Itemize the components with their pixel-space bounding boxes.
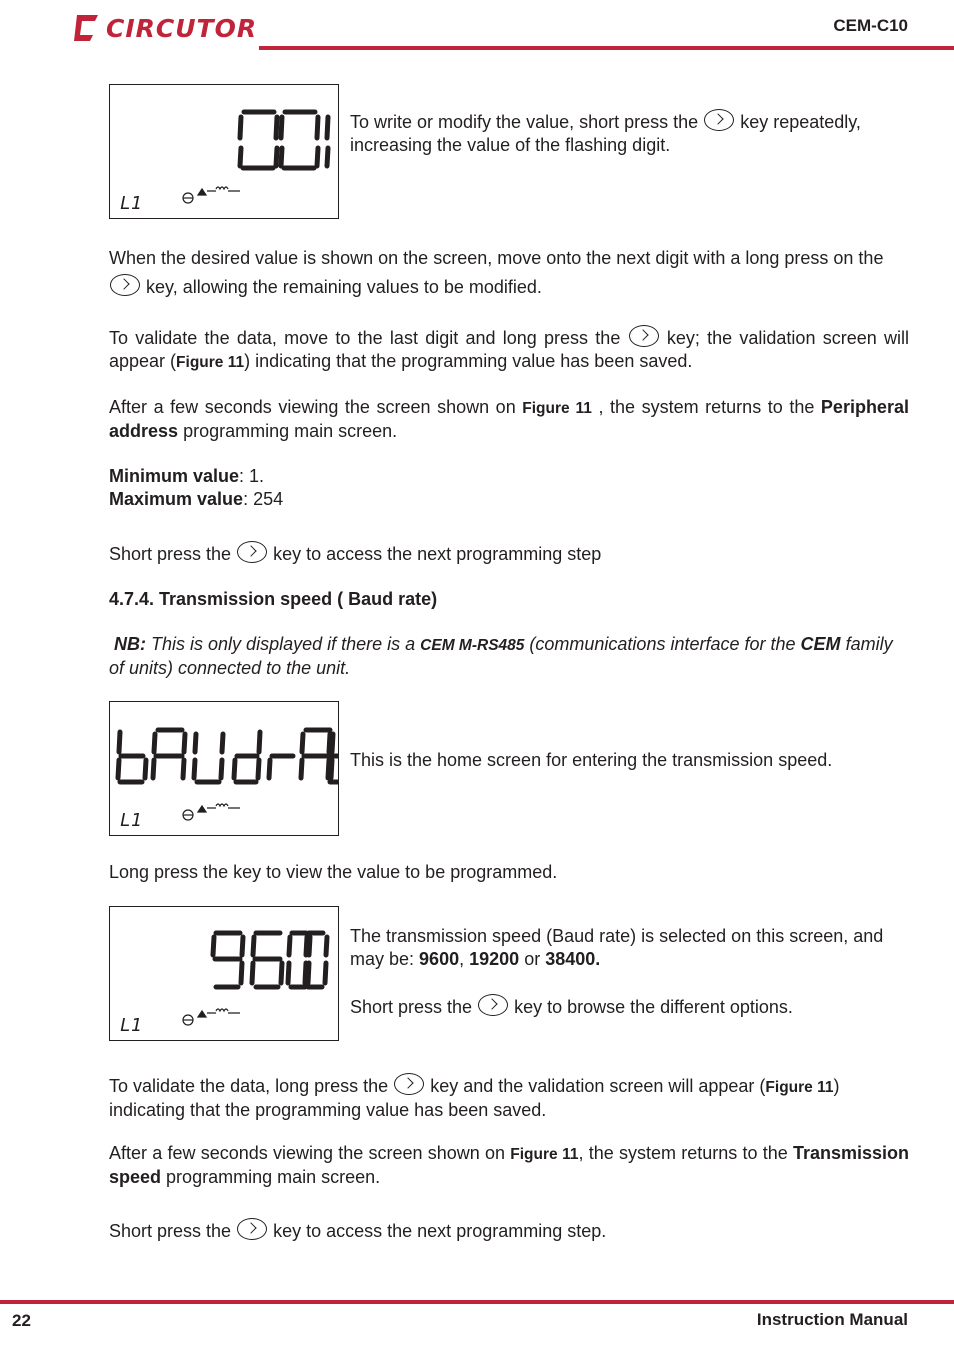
- paragraph-long-press: Long press the key to view the value to be programmed.: [109, 862, 558, 882]
- next-key-icon: [237, 1218, 267, 1240]
- figure-ref: Figure 11: [522, 400, 592, 417]
- lcd-phase-label: L1: [120, 193, 142, 214]
- brand-logo: [72, 12, 257, 44]
- lcd-screen-value: [109, 84, 339, 219]
- figure-ref: Figure 11: [176, 354, 245, 371]
- text: , the system returns to the: [578, 1143, 788, 1163]
- text: programming main screen.: [166, 1167, 381, 1187]
- text: ) indicating that the programming value has been saved.: [109, 1076, 840, 1120]
- text: To write or modify the value, short press the: [350, 112, 699, 132]
- baud-options-text: [350, 925, 910, 971]
- ct-symbol-icon: [183, 804, 240, 820]
- baud-option: 19200: [469, 949, 520, 969]
- separator: ,: [459, 949, 465, 969]
- min-max-values: [109, 465, 909, 511]
- brand-name: CIRCUTOR: [106, 13, 258, 43]
- text: key to access the next programming step.: [273, 1221, 607, 1241]
- text: key to browse the different options.: [514, 997, 793, 1017]
- footer-rule: [0, 1300, 954, 1304]
- text: , the system returns to the: [598, 397, 815, 417]
- note: [109, 633, 909, 680]
- text: After a few seconds viewing the screen shown on: [109, 1143, 505, 1163]
- lcd3-caption: [350, 925, 910, 1019]
- max-label: Maximum value: [109, 489, 244, 509]
- next-key-icon: [629, 325, 659, 347]
- text: (communications interface for the: [529, 634, 796, 654]
- text: ) indicating that the programming value has been saved.: [244, 351, 693, 371]
- text: family of units) connected to the unit.: [109, 634, 893, 678]
- next-key-icon: [110, 274, 140, 296]
- next-key-icon: [704, 109, 734, 131]
- text: This is only displayed if there is a: [151, 634, 416, 654]
- maximum-value-line: [109, 488, 909, 511]
- header-rule: [259, 46, 954, 50]
- browse-options-text: [350, 994, 910, 1019]
- text: Short press the: [109, 1221, 232, 1241]
- lcd-screen-home: [109, 701, 339, 836]
- lcd2-caption: This is the home screen for entering the transmission speed.: [350, 750, 833, 770]
- min-value: : 1.: [239, 466, 265, 486]
- paragraph-next-step: [109, 541, 909, 566]
- product-family: CEM: [800, 634, 841, 654]
- section-heading: 4.7.4. Transmission speed ( Baud rate): [109, 589, 438, 609]
- max-value: : 254: [243, 489, 284, 509]
- text: key; the validation screen will appear (: [109, 328, 909, 371]
- min-label: Minimum value: [109, 466, 240, 486]
- lcd1-caption: [350, 109, 910, 157]
- nb-label: NB:: [114, 634, 147, 654]
- lcd-001-display: [110, 85, 338, 218]
- text: key and the validation screen will appear (: [430, 1076, 766, 1096]
- circutor-logo-icon: [72, 12, 102, 44]
- model-label: CEM-C10: [833, 16, 908, 35]
- separator: or: [524, 949, 541, 969]
- lcd-9600-display: [110, 907, 338, 1040]
- text: To validate the data, move to the last digit and long press the: [109, 328, 621, 348]
- next-key-icon: [237, 541, 267, 563]
- bold-term: Transmission speed: [109, 1143, 909, 1187]
- lcd-phase-label: L1: [120, 1015, 142, 1036]
- figure-ref: Figure 11: [510, 1146, 579, 1163]
- text: The transmission speed (Baud rate) is selected on this screen, and may be:: [350, 926, 884, 969]
- paragraph-return: [109, 396, 909, 443]
- paragraph-next-digit: [109, 244, 909, 302]
- lcd-phase-label: L1: [120, 810, 142, 831]
- text: After a few seconds viewing the screen shown on: [109, 397, 516, 417]
- product-name: CEM M-RS485: [420, 637, 525, 654]
- lcd-screen-baud-value: [109, 906, 339, 1041]
- paragraph-validate: [109, 325, 909, 374]
- paragraph-validate-baud: [109, 1073, 909, 1122]
- page-number: 22: [12, 1311, 31, 1330]
- baud-option: 38400.: [545, 949, 601, 969]
- lcd-baudrate-display: [110, 702, 338, 835]
- ct-symbol-icon: [183, 187, 240, 203]
- text: Short press the: [109, 544, 232, 564]
- text: programming main screen.: [183, 421, 398, 441]
- text: key to access the next programming step: [273, 544, 602, 564]
- text: To validate the data, long press the: [109, 1076, 389, 1096]
- footer-title: Instruction Manual: [756, 1310, 908, 1329]
- minimum-value-line: [109, 465, 909, 488]
- text: When the desired value is shown on the screen, move onto the next digit with a long press on the: [109, 248, 884, 268]
- paragraph-next-step-final: [109, 1218, 909, 1243]
- baud-option: 9600: [419, 949, 460, 969]
- next-key-icon: [394, 1073, 424, 1095]
- ct-symbol-icon: [183, 1009, 240, 1025]
- text: key, allowing the remaining values to be modified.: [146, 277, 542, 297]
- paragraph-return-baud: [109, 1142, 909, 1189]
- text: key repeatedly, increasing the value of the flashing digit.: [350, 112, 861, 155]
- bold-term: Peripheral address: [109, 397, 909, 441]
- next-key-icon: [478, 994, 508, 1016]
- figure-ref: Figure 11: [765, 1079, 834, 1096]
- text: Short press the: [350, 997, 473, 1017]
